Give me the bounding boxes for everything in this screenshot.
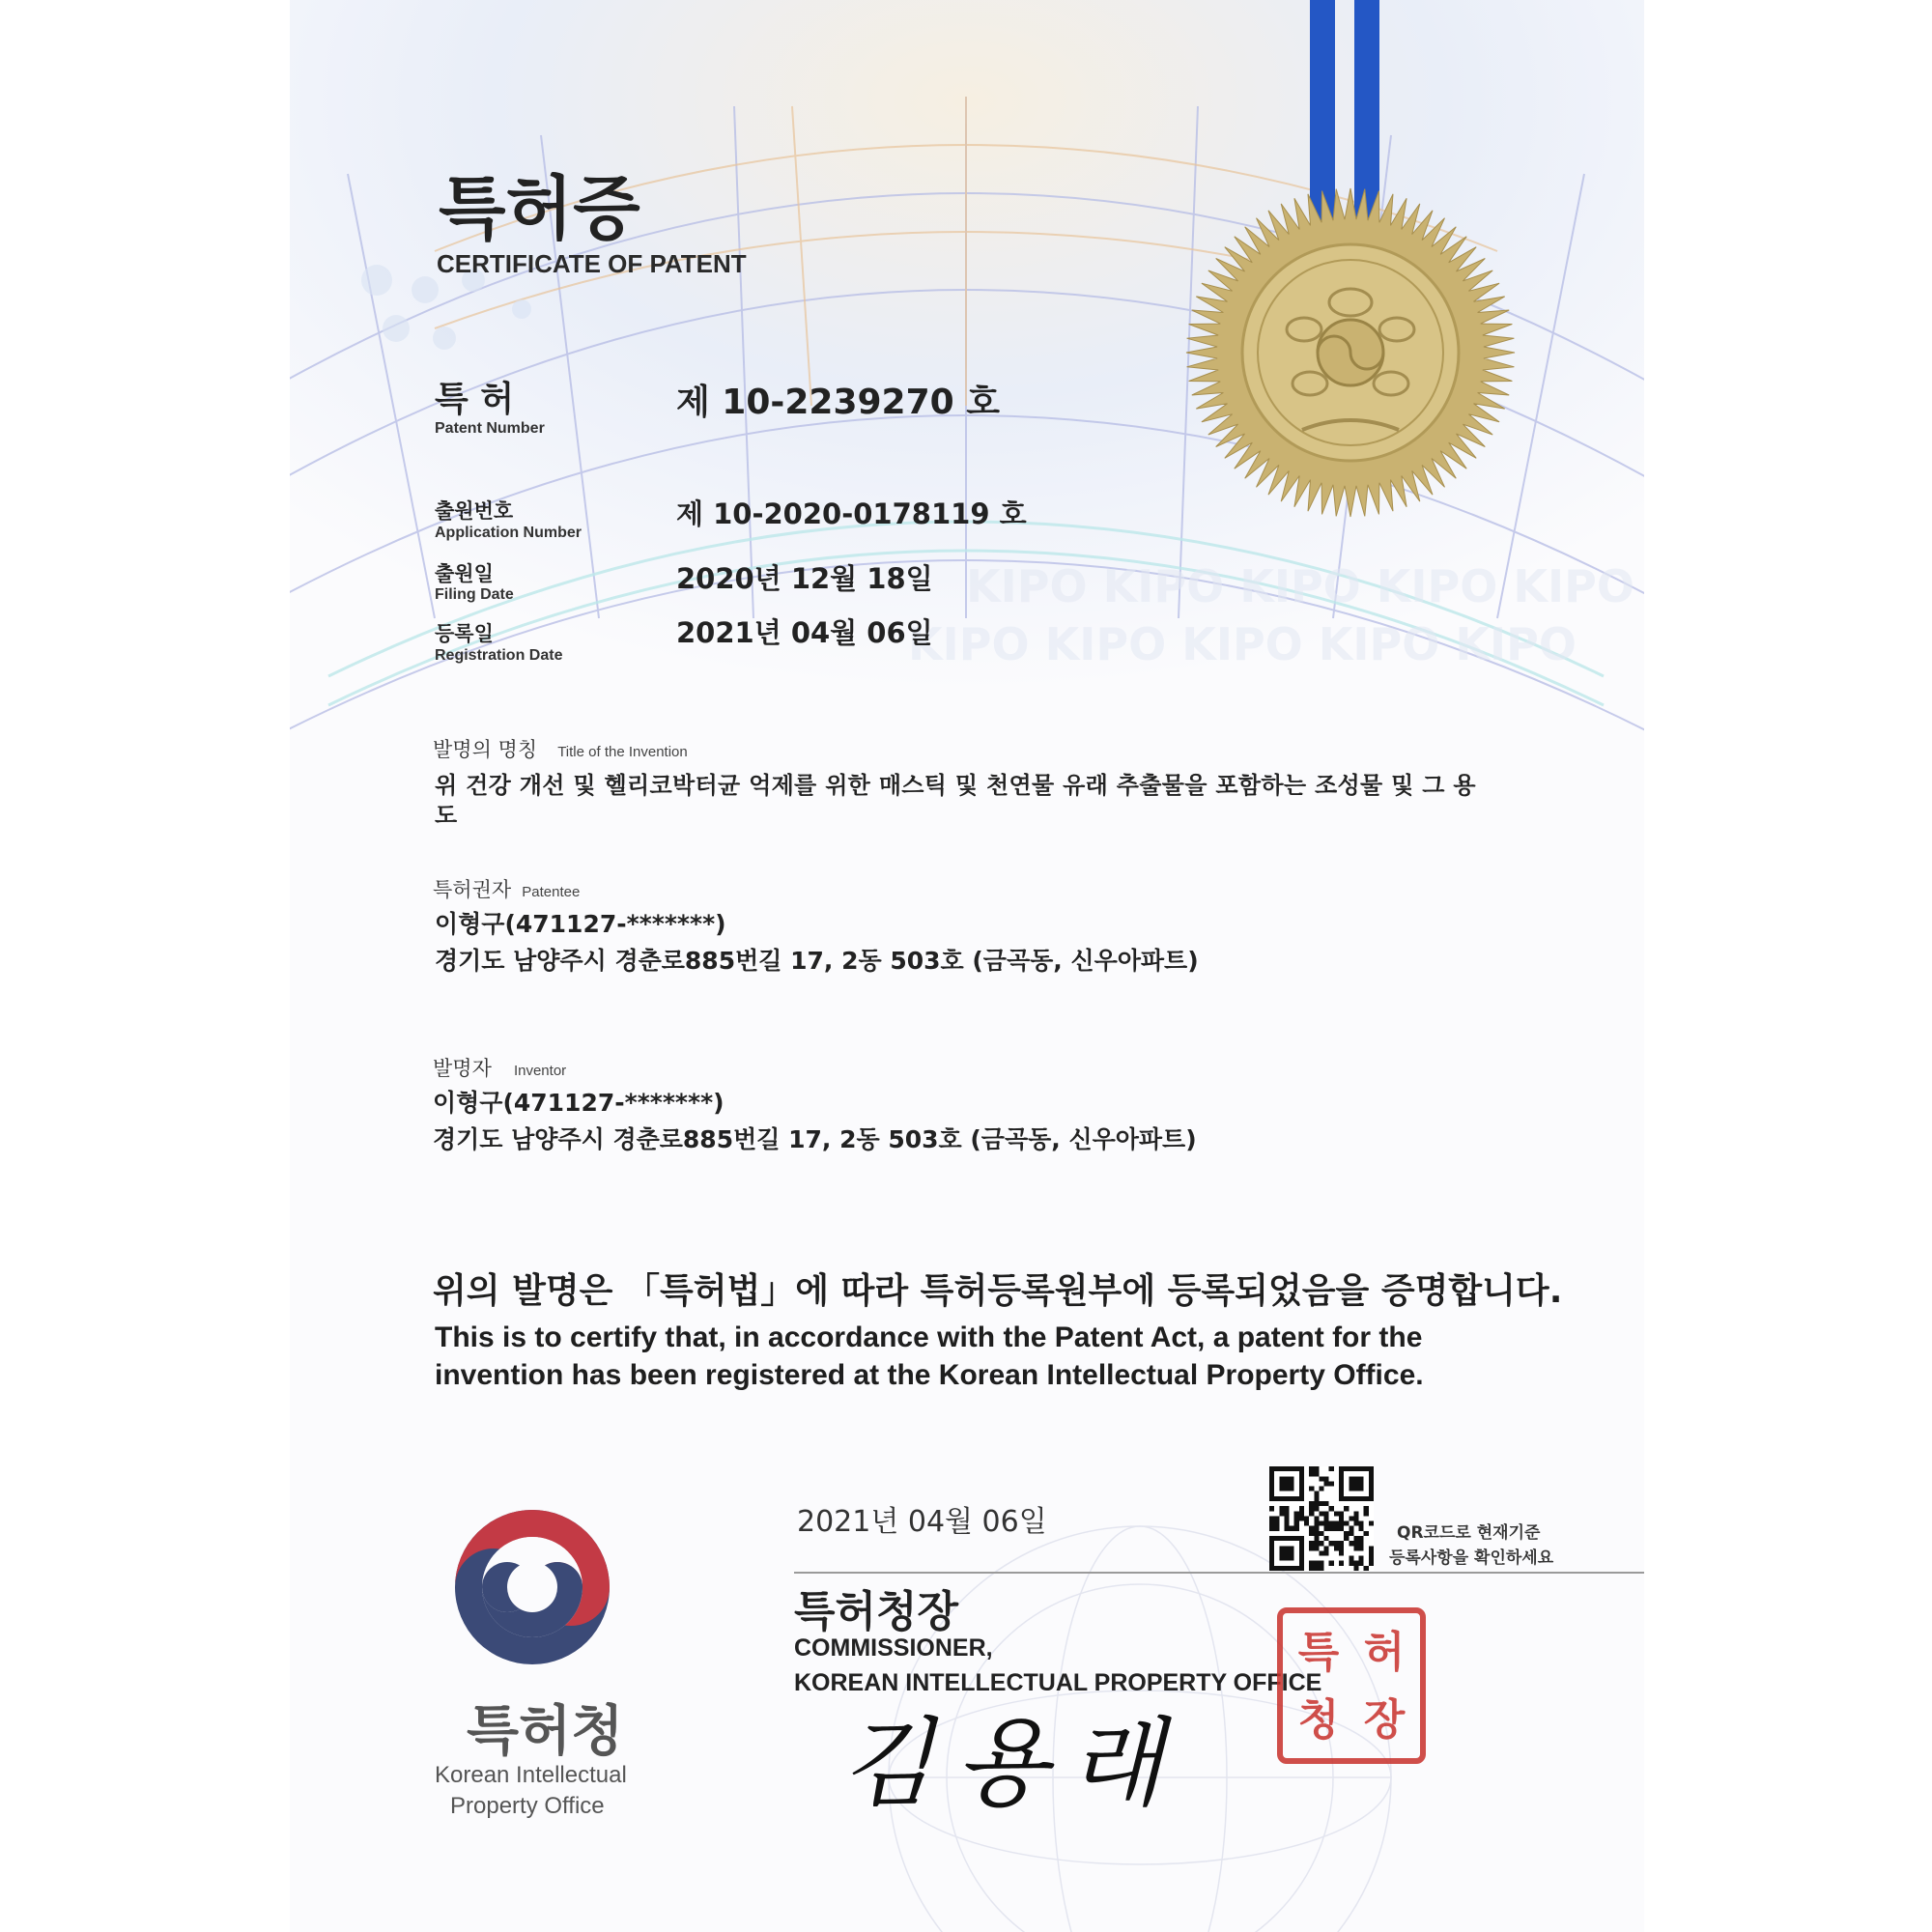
watermark: KIPO KIPO KIPO KIPO KIPO [966,560,1634,612]
patent-number-label-en: Patent Number [435,420,545,437]
commissioner-signature: 김용래 [840,1707,1184,1820]
official-red-stamp [1277,1607,1426,1764]
inventor-heading [433,1053,566,1082]
commissioner-title-ko: 특허청장 [794,1587,959,1636]
issue-date: 2021년 04월 06일 [797,1505,1047,1539]
stamp-glyph: 청 [1297,1695,1340,1745]
kipo-logo-name-en-line2: Property Office [450,1793,605,1819]
stamp-glyph: 장 [1363,1695,1406,1745]
patent-number-value: 제 10-2239270 호 [676,383,1000,422]
inventor-address: 경기도 남양주시 경춘로885번길 17, 2동 503호 (금곡동, 신우아파트) [433,1125,1197,1153]
patentee-name: 이형구(471127-*******) [435,910,726,938]
qr-note-line1: QR코드로 현재기준 [1397,1523,1541,1543]
inventor-label-en: Inventor [513,1063,567,1079]
filing-date-label-en: Filing Date [435,586,514,603]
stamp-glyph: 특 [1297,1628,1340,1677]
patentee-label-en: Patentee [522,884,581,900]
kipo-logo-name-en-line1: Korean Intellectual [435,1762,627,1788]
gold-seal-icon [1177,179,1524,526]
divider-line [794,1572,1644,1574]
patentee-address: 경기도 남양주시 경춘로885번길 17, 2동 503호 (금곡동, 신우아파트) [435,947,1199,975]
certificate-sheet [290,0,1644,1932]
certification-statement-ko: 위의 발명은 「특허법」에 따라 특허등록원부에 등록되었음을 증명합니다. [433,1271,1563,1311]
registration-date-label: 등록일 [435,622,494,645]
invention-title-label-en: Title of the Invention [557,744,688,760]
invention-title-line1: 위 건강 개선 및 헬리코박터균 억제를 위한 매스틱 및 천연물 유래 추출물을 포함하는 조성물 및 그 용 [435,772,1476,799]
invention-title-heading [433,734,688,763]
inventor-name: 이형구(471127-*******) [433,1089,724,1117]
invention-title-line2: 도 [435,802,458,829]
invention-title-label: 발명의 명칭 [433,738,538,761]
certification-statement-en-line1: This is to certify that, in accordance with the Patent Act, a patent for the [435,1321,1423,1353]
patent-number-label: 특 허 [435,380,515,419]
application-number-label-en: Application Number [435,525,582,541]
registration-date-value: 2021년 04월 06일 [676,616,933,649]
stamp-glyph: 허 [1363,1628,1406,1677]
page-subtitle: CERTIFICATE OF PATENT [437,249,747,278]
application-number-label: 출원번호 [435,499,514,523]
filing-date-value: 2020년 12월 18일 [676,562,933,595]
patentee-heading [433,874,580,903]
qr-code-icon[interactable] [1269,1466,1374,1571]
commissioner-title-en-line2: KOREAN INTELLECTUAL PROPERTY OFFICE [794,1669,1322,1696]
certification-statement-en-line2: invention has been registered at the Korean Intellectual Property Office. [435,1359,1424,1391]
application-number-value: 제 10-2020-0178119 호 [676,497,1027,530]
kipo-logo-name-ko: 특허청 [467,1700,624,1763]
page-title: 특허증 [439,168,640,249]
inventor-label: 발명자 [433,1057,492,1080]
commissioner-title-en-line1: COMMISSIONER, [794,1634,993,1662]
filing-date-label: 출원일 [435,562,494,585]
qr-note-line2: 등록사항을 확인하세요 [1389,1548,1554,1568]
watermark: KIPO KIPO KIPO KIPO KIPO [908,618,1577,670]
registration-date-label-en: Registration Date [435,647,563,664]
patentee-label: 특허권자 [433,878,512,901]
kipo-taegeuk-logo-icon [450,1505,614,1669]
